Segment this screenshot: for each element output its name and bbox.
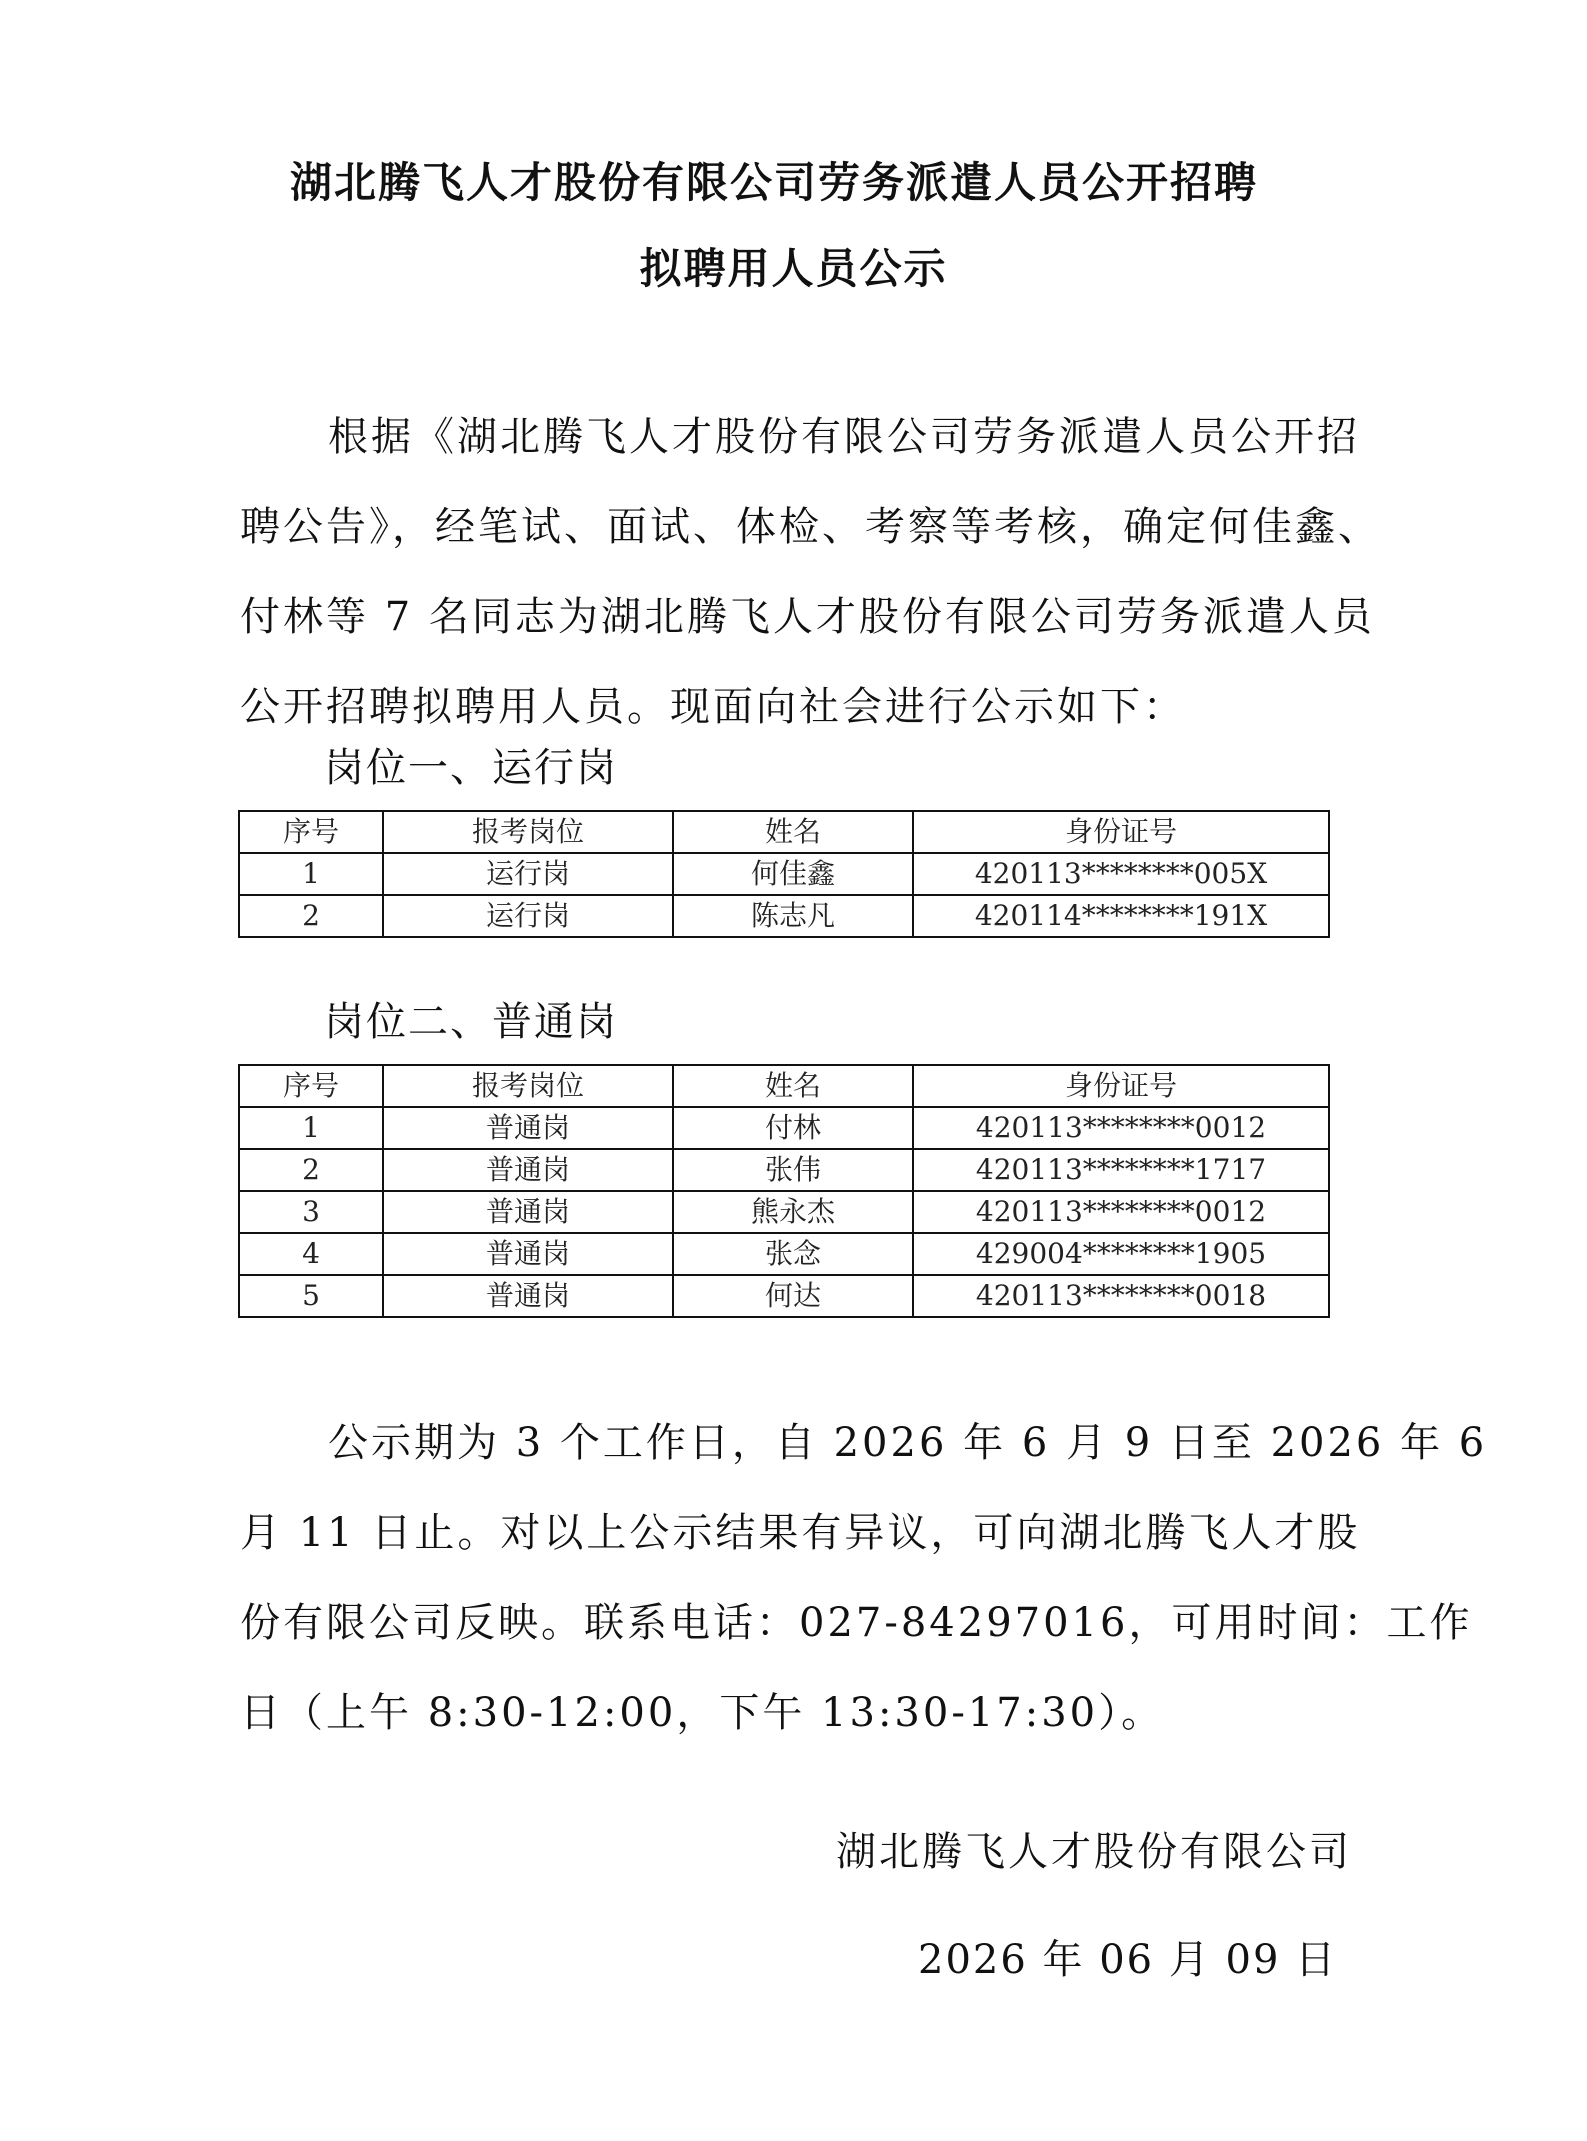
issue-date: 2026 年 06 月 09 日 xyxy=(918,1937,1338,1983)
notice-line: 公示期为 3 个工作日，自 2026 年 6 月 9 日至 2026 年 6 xyxy=(328,1420,1488,1466)
section-heading-operations: 岗位一、运行岗 xyxy=(324,745,618,791)
cell-seq: 1 xyxy=(239,853,383,895)
cell-post: 普通岗 xyxy=(383,1191,673,1233)
cell-id: 420113********0012 xyxy=(913,1107,1329,1149)
cell-seq: 3 xyxy=(239,1191,383,1233)
cell-seq: 1 xyxy=(239,1107,383,1149)
table-row xyxy=(239,1275,1329,1317)
table-row xyxy=(239,895,1329,937)
cell-id: 420114********191X xyxy=(913,895,1329,937)
table-row xyxy=(239,1233,1329,1275)
table-header-row xyxy=(239,1065,1329,1107)
cell-seq: 2 xyxy=(239,1149,383,1191)
cell-name: 张伟 xyxy=(673,1149,913,1191)
cell-id: 420113********005X xyxy=(913,853,1329,895)
notice-line: 日（上午 8:30-12:00，下午 13:30-17:30）。 xyxy=(240,1690,1165,1736)
operations-roster-table xyxy=(238,810,1330,938)
cell-name: 付林 xyxy=(673,1107,913,1149)
header-name: 姓名 xyxy=(673,811,913,853)
cell-seq: 5 xyxy=(239,1275,383,1317)
table-row xyxy=(239,1107,1329,1149)
general-roster-table xyxy=(238,1064,1330,1318)
header-id: 身份证号 xyxy=(913,811,1329,853)
cell-post: 普通岗 xyxy=(383,1149,673,1191)
notice-paragraph xyxy=(240,1398,1488,1758)
intro-line: 公开招聘拟聘用人员。现面向社会进行公示如下： xyxy=(240,684,1186,730)
intro-line: 根据《湖北腾飞人才股份有限公司劳务派遣人员公开招 xyxy=(328,414,1360,460)
header-id: 身份证号 xyxy=(913,1065,1329,1107)
table-header-row xyxy=(239,811,1329,853)
table-row xyxy=(239,1149,1329,1191)
cell-id: 420113********0012 xyxy=(913,1191,1329,1233)
cell-id: 429004********1905 xyxy=(913,1233,1329,1275)
notice-line: 份有限公司反映。联系电话：027-84297016，可用时间：工作 xyxy=(240,1600,1473,1646)
header-seq: 序号 xyxy=(239,1065,383,1107)
cell-post: 普通岗 xyxy=(383,1107,673,1149)
header-post: 报考岗位 xyxy=(383,1065,673,1107)
cell-post: 运行岗 xyxy=(383,895,673,937)
cell-name: 何达 xyxy=(673,1275,913,1317)
cell-name: 张念 xyxy=(673,1233,913,1275)
cell-id: 420113********0018 xyxy=(913,1275,1329,1317)
section-heading-general: 岗位二、普通岗 xyxy=(324,999,618,1045)
intro-paragraph xyxy=(240,392,1381,752)
cell-seq: 2 xyxy=(239,895,383,937)
cell-name: 陈志凡 xyxy=(673,895,913,937)
header-name: 姓名 xyxy=(673,1065,913,1107)
cell-seq: 4 xyxy=(239,1233,383,1275)
table-row xyxy=(239,1191,1329,1233)
intro-line: 聘公告》，经笔试、面试、体检、考察等考核，确定何佳鑫、 xyxy=(240,504,1381,550)
cell-name: 何佳鑫 xyxy=(673,853,913,895)
issuing-company: 湖北腾飞人才股份有限公司 xyxy=(836,1829,1352,1875)
cell-post: 普通岗 xyxy=(383,1275,673,1317)
header-seq: 序号 xyxy=(239,811,383,853)
cell-post: 运行岗 xyxy=(383,853,673,895)
cell-post: 普通岗 xyxy=(383,1233,673,1275)
document-title-line-2: 拟聘用人员公示 xyxy=(639,244,948,293)
header-post: 报考岗位 xyxy=(383,811,673,853)
intro-line: 付林等 7 名同志为湖北腾飞人才股份有限公司劳务派遣人员 xyxy=(240,594,1375,640)
cell-id: 420113********1717 xyxy=(913,1149,1329,1191)
notice-line: 月 11 日止。对以上公示结果有异议，可向湖北腾飞人才股 xyxy=(240,1510,1361,1556)
document-title-line-1: 湖北腾飞人才股份有限公司劳务派遣人员公开招聘 xyxy=(290,158,1259,207)
table-row xyxy=(239,853,1329,895)
cell-name: 熊永杰 xyxy=(673,1191,913,1233)
